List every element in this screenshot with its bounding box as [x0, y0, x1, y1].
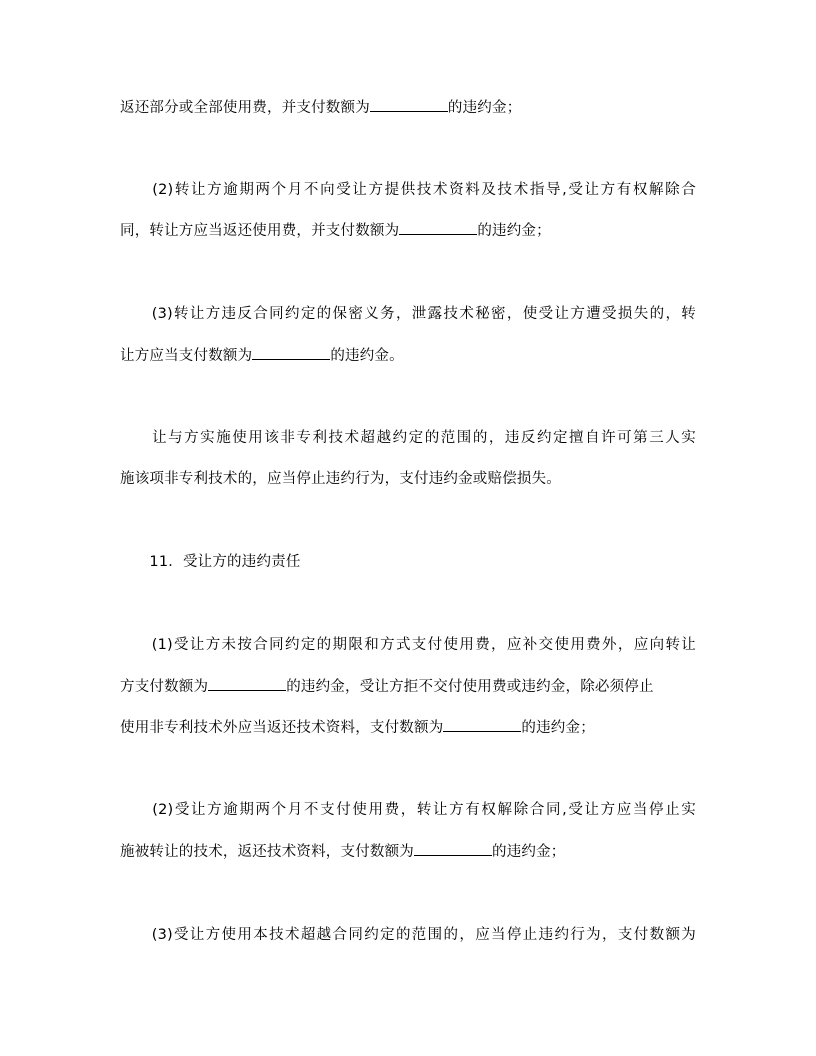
blank-field — [399, 220, 477, 235]
text-line-3: 同，转让方应当返还使用费，并支付数额为 的违约金； — [120, 220, 551, 241]
text-line-9: 方支付数额为 的违约金，受让方拒不交付使用费或违约金，除必须停止 — [120, 676, 654, 697]
text-line-11: (2)受让方逾期两个月不支付使用费，转让方有权解除合同,受让方应当停止实 — [120, 802, 696, 818]
section-heading: 11．受让方的违约责任 — [120, 554, 301, 570]
blank-field — [208, 676, 286, 691]
blank-field — [414, 841, 492, 856]
text-line-8: (1)受让方未按合同约定的期限和方式支付使用费，应补交使用费外，应向转让 — [120, 637, 696, 653]
text-line-7: 施该项非专利技术的，应当停止违约行为，支付违约金或赔偿损失。 — [120, 471, 561, 487]
text-line-1: 返还部分或全部使用费，并支付数额为 的违约金； — [120, 97, 521, 118]
text-line-4: (3)转让方违反合同约定的保密义务，泄露技术秘密，使受让方遭受损失的，转 — [120, 306, 696, 322]
text-line-13: (3)受让方使用本技术超越合同约定的范围的，应当停止违约行为，支付数额为 — [120, 927, 696, 943]
blank-field — [370, 97, 448, 112]
blank-field — [252, 345, 330, 360]
text-line-10: 使用非专利技术外应当返还技术资料，支付数额为 的违约金； — [120, 717, 595, 738]
text-line-5: 让方应当支付数额为 的违约金。 — [120, 345, 404, 366]
text-line-2: (2)转让方逾期两个月不向受让方提供技术资料及技术指导,受让方有权解除合 — [120, 182, 696, 198]
blank-field — [443, 717, 521, 732]
text-line-12: 施被转让的技术，返还技术资料，支付数额为 的违约金； — [120, 841, 566, 862]
text-line-6: 让与方实施使用该非专利技术超越约定的范围的，违反约定擅自许可第三人实 — [120, 430, 696, 446]
